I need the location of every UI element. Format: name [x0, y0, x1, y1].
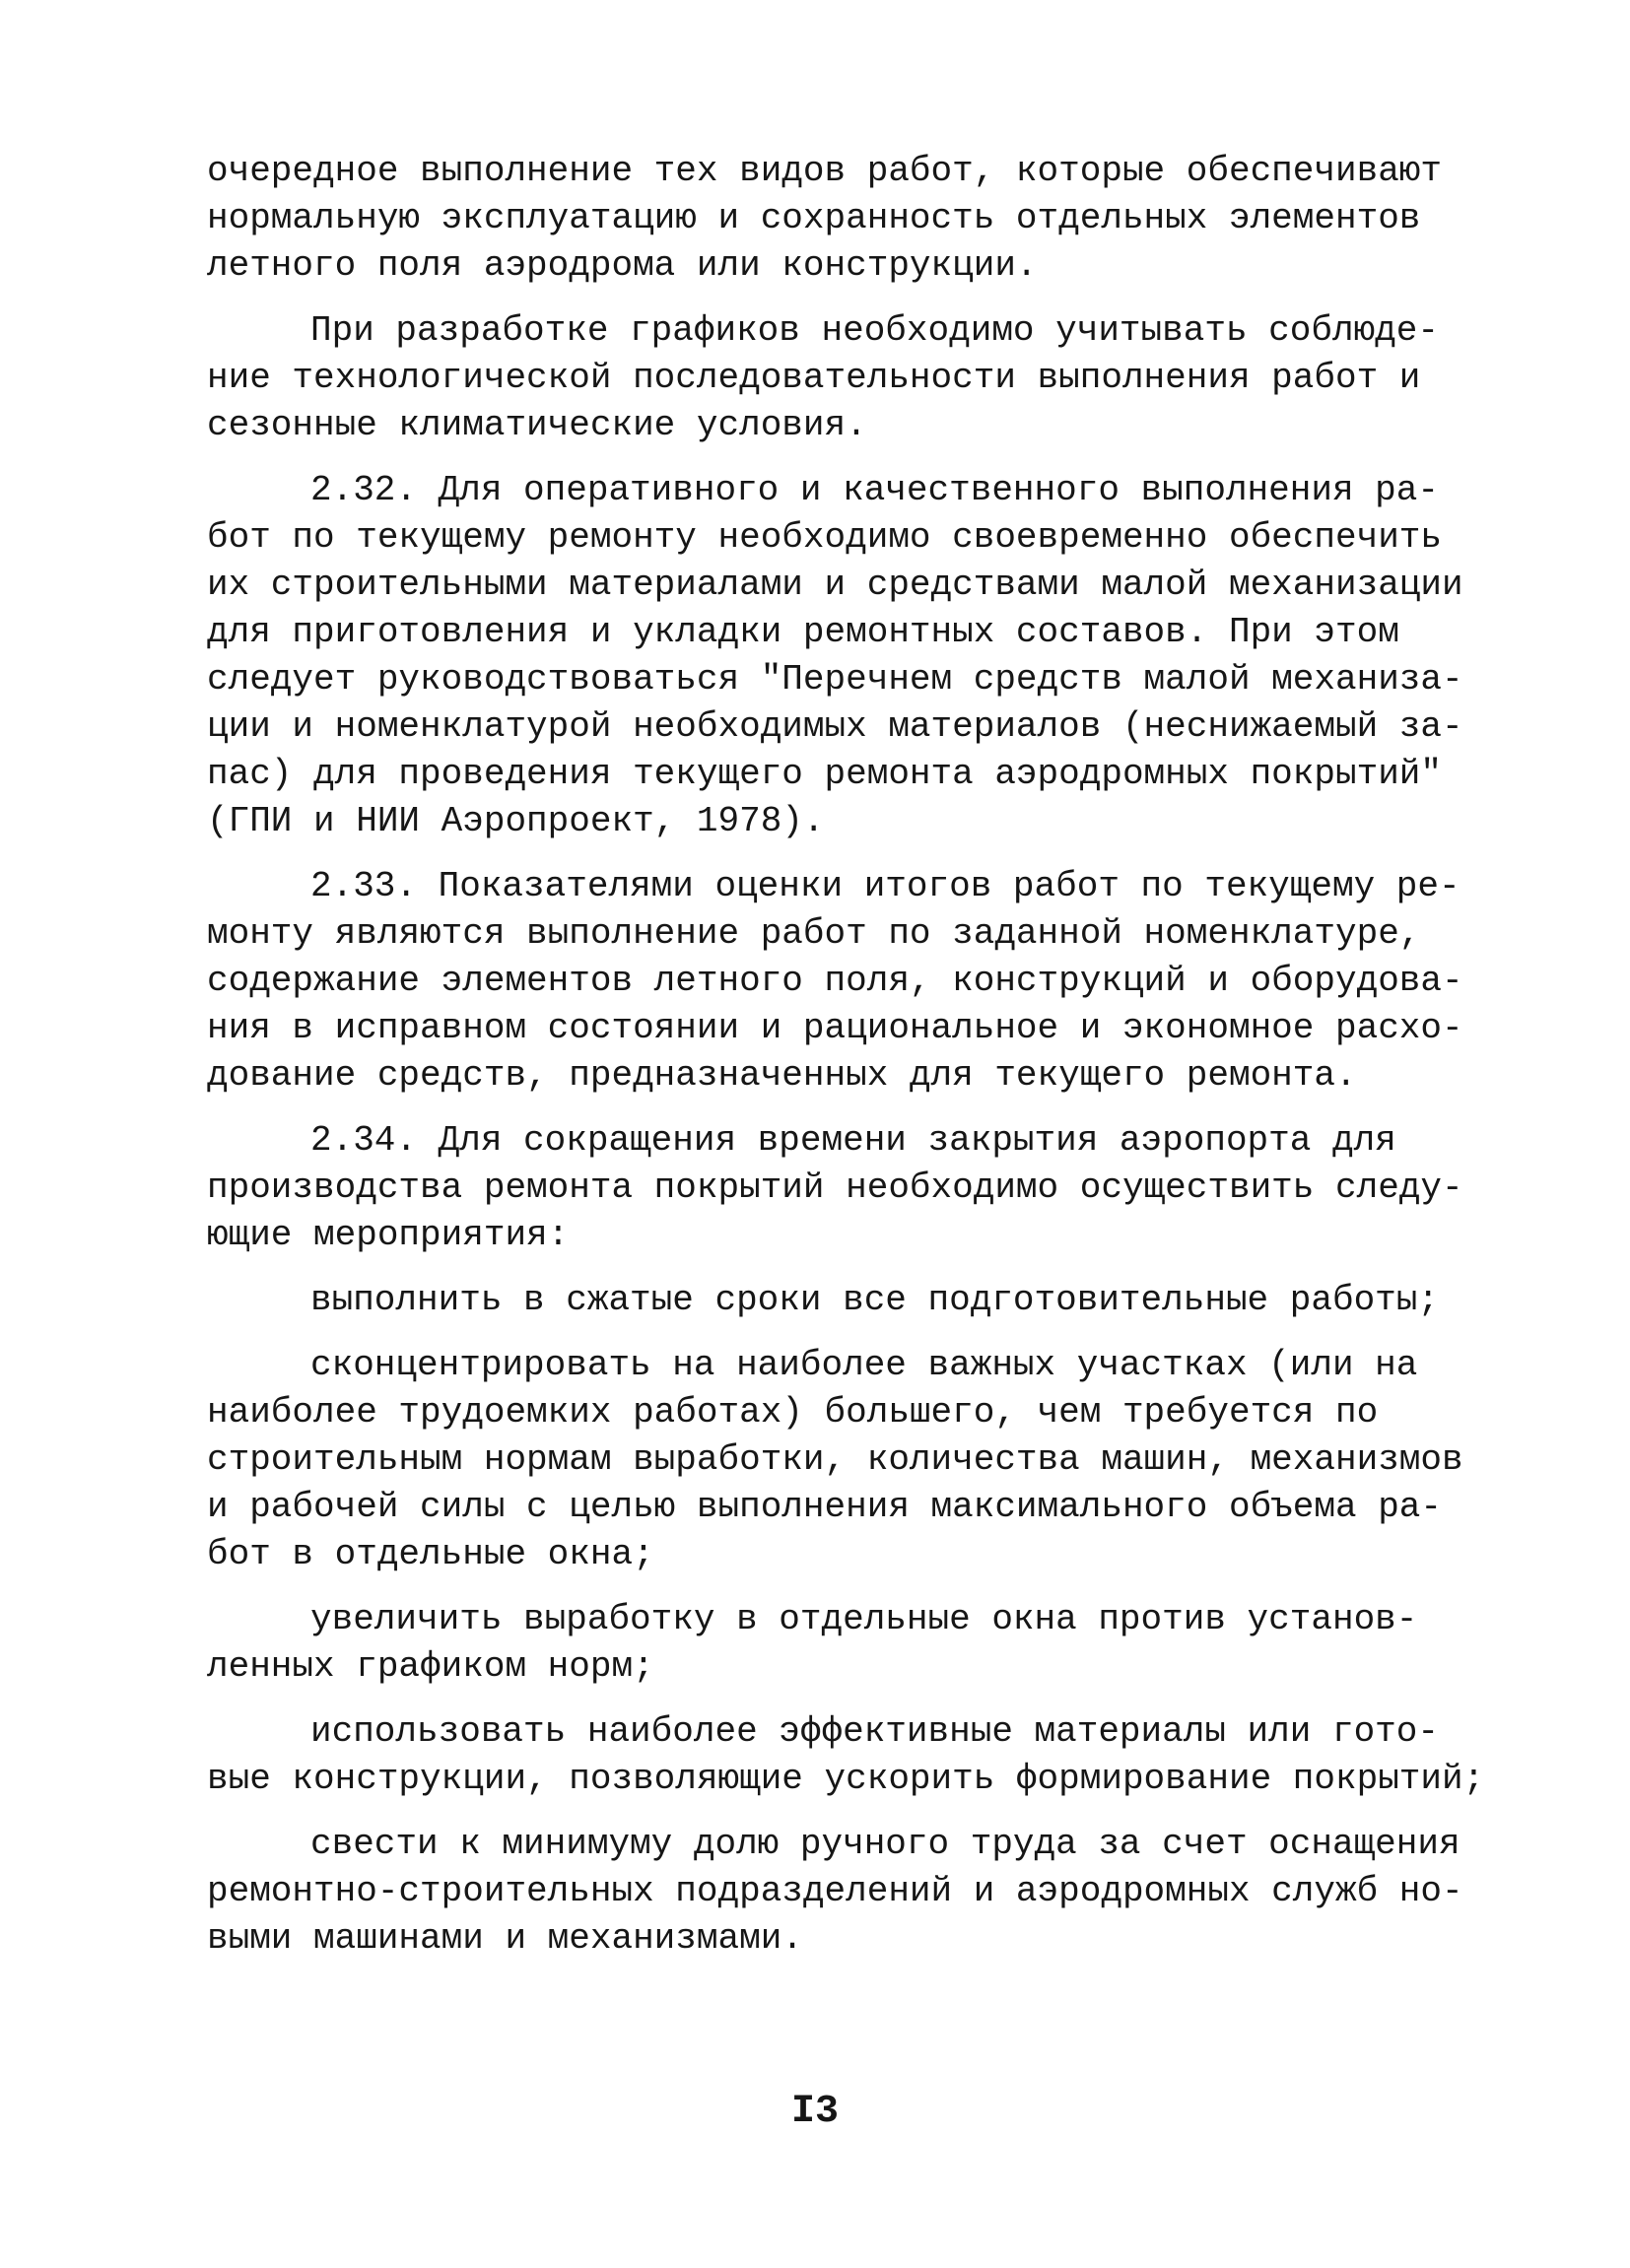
paragraph: [207, 1342, 1463, 1578]
paragraph: [207, 863, 1463, 1100]
text-line: бот в отдельные окна;: [207, 1534, 654, 1574]
text-line: ремонтно-строительных подразделений и аэродромных служб но-: [207, 1871, 1463, 1911]
text-line: монту являются выполнение работ по заданной номенклатуре,: [207, 913, 1421, 954]
text-line: для приготовления и укладки ремонтных составов. При этом: [207, 612, 1399, 652]
text-line: свести к минимуму долю ручного труда за счет оснащения: [310, 1824, 1460, 1864]
text-line: выполнить в сжатые сроки все подготовительные работы;: [310, 1280, 1439, 1320]
paragraph: [207, 1596, 1419, 1691]
text-line: сконцентрировать на наиболее важных участках (или на: [310, 1345, 1418, 1385]
text-line: ние технологической последовательности выполнения работ и: [207, 358, 1421, 398]
text-line: строительным нормам выработки, количества машин, механизмов: [207, 1439, 1463, 1480]
paragraph: [207, 467, 1463, 845]
text-line: наиболее трудоемких работах) большего, чем требуется по: [207, 1392, 1379, 1433]
text-line: и рабочей силы с целью выполнения максимального объема ра-: [207, 1487, 1443, 1527]
text-line: При разработке графиков необходимо учитывать соблюде-: [310, 310, 1439, 351]
text-line: выми машинами и механизмами.: [207, 1918, 803, 1959]
text-line: использовать наиболее эффективные материалы или гото-: [310, 1711, 1439, 1752]
paragraph: [207, 1117, 1463, 1259]
paragraph: [207, 1277, 1439, 1324]
text-line: очередное выполнение тех видов работ, которые обеспечивают: [207, 151, 1443, 191]
text-line: их строительными материалами и средствами малой механизации: [207, 565, 1463, 605]
text-line: нормальную эксплуатацию и сохранность отдельных элементов: [207, 198, 1421, 238]
text-line: дование средств, предназначенных для текущего ремонта.: [207, 1055, 1357, 1096]
text-line: (ГПИ и НИИ Аэропроект, 1978).: [207, 801, 825, 841]
text-line: пас) для проведения текущего ремонта аэродромных покрытий": [207, 754, 1443, 794]
page-number: I3: [790, 2090, 839, 2134]
text-line: бот по текущему ремонту необходимо своевременно обеспечить: [207, 517, 1443, 558]
paragraph: [207, 1821, 1463, 1963]
text-line: 2.32. Для оперативного и качественного выполнения ра-: [310, 470, 1439, 510]
text-line: содержание элементов летного поля, конструкций и оборудова-: [207, 961, 1463, 1001]
text-line: вые конструкции, позволяющие ускорить формирование покрытий;: [207, 1759, 1485, 1799]
text-line: ния в исправном состоянии и рациональное и экономное расхо-: [207, 1008, 1463, 1048]
text-line: следует руководствоваться "Перечнем средств малой механиза-: [207, 659, 1463, 700]
text-line: ющие мероприятия:: [207, 1215, 570, 1255]
text-line: производства ремонта покрытий необходимо осуществить следу-: [207, 1167, 1463, 1208]
paragraph: [207, 307, 1439, 449]
text-line: ленных графиком норм;: [207, 1646, 654, 1687]
body-text: [207, 148, 1485, 1980]
text-line: сезонные климатические условия.: [207, 405, 867, 445]
paragraph: [207, 1708, 1485, 1803]
paragraph: [207, 148, 1443, 290]
text-line: летного поля аэродрома или конструкции.: [207, 245, 1038, 286]
text-line: 2.34. Для сокращения времени закрытия аэропорта для: [310, 1120, 1396, 1161]
text-line: 2.33. Показателями оценки итогов работ по текущему ре-: [310, 866, 1460, 906]
text-line: ции и номенклатурой необходимых материалов (неснижаемый за-: [207, 706, 1463, 747]
text-line: увеличить выработку в отдельные окна против установ-: [310, 1599, 1418, 1639]
